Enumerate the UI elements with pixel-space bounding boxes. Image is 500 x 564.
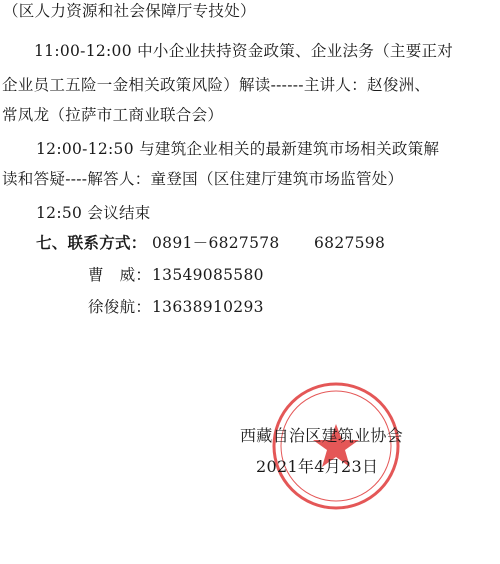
contact-heading: 七、联系方式： [36, 234, 147, 252]
contact-phone-1: 0891－6827578 [152, 234, 280, 252]
line-meeting-end: 12:50 会议结束 [36, 204, 151, 222]
signature-organization: 西藏自治区建筑业协会 [240, 426, 404, 445]
line-session-1100-speaker: 常凤龙（拉萨市工商业联合会） [2, 106, 224, 124]
line-session-1100: 11:00-12:00 中小企业扶持资金政策、企业法务（主要正对 [34, 42, 454, 60]
line-department: （区人力资源和社会保障厅专技处） [3, 2, 256, 20]
line-session-1200: 12:00-12:50 与建筑企业相关的最新建筑市场相关政策解 [36, 140, 440, 158]
contact-person-1-name: 曹 威： [88, 266, 152, 284]
contact-phone-2: 6827598 [314, 234, 386, 252]
contact-person-2-phone: 13638910293 [152, 298, 264, 316]
contact-person-1-phone: 13549085580 [152, 266, 264, 284]
contact-person-2-name: 徐俊航： [88, 298, 152, 316]
line-session-1200-cont: 读和答疑----解答人：童登国（区住建厅建筑市场监管处） [2, 170, 404, 188]
signature-date: 2021年4月23日 [256, 457, 379, 476]
line-session-1100-cont: 企业员工五险一金相关政策风险）解读------主讲人：赵俊洲、 [2, 76, 431, 94]
